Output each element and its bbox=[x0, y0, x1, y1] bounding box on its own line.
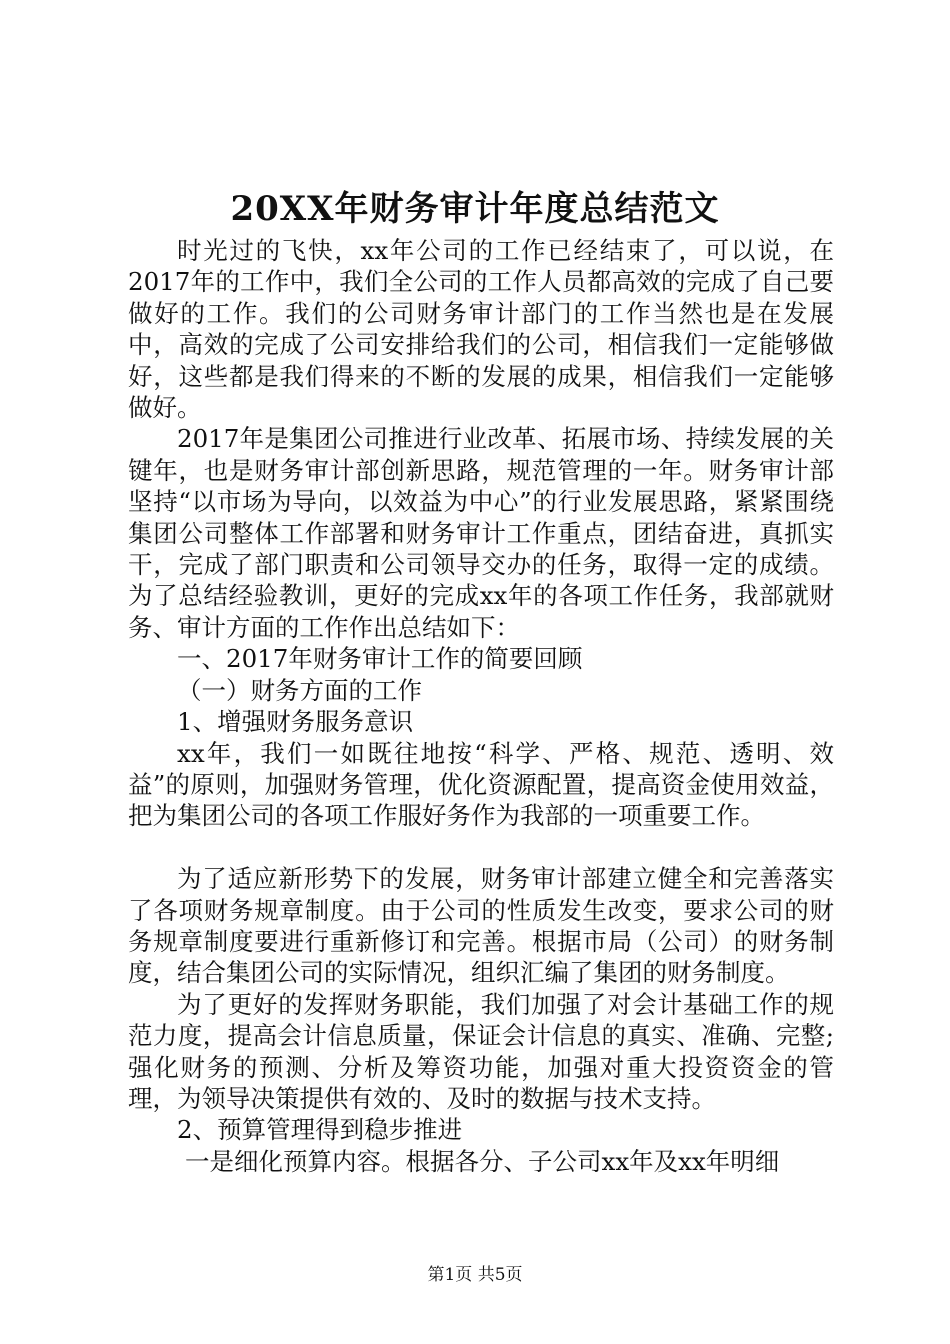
paragraph-budget: 一是细化预算内容。根据各分、子公司xx年及xx年明细 bbox=[185, 1146, 780, 1176]
blank-line bbox=[128, 832, 834, 863]
subsection-heading-finance: （一）财务方面的工作 bbox=[177, 675, 422, 705]
item-heading-budget: 2、预算管理得到稳步推进 bbox=[177, 1115, 463, 1145]
paragraph-accounting: 为了更好的发挥财务职能，我们加强了对会计基础工作的规范力度，提高会计信息质量，保证会计信息的真实、准确、完整;强化财务的预测、分析及筹资功能，加强对重大投资资金的管理，为领导决策提供有效的、及时的数据与技术支持。 bbox=[128, 989, 834, 1113]
paragraph-service: xx年，我们一如既往地按“科学、严格、规范、透明、效益”的原则，加强财务管理，优化资源配置，提高资金使用效益，把为集团公司的各项工作服好务作为我部的一项重要工作。 bbox=[128, 738, 834, 831]
section-heading-review: 一、2017年财务审计工作的简要回顾 bbox=[177, 644, 583, 674]
paragraph-intro: 时光过的飞快，xx年公司的工作已经结束了，可以说，在2017年的工作中，我们全公司的工作人员都高效的完成了自己要做好的工作。我们的公司财务审计部门的工作当然也是在发展中，高效的完成了公司安排给我们的公司，相信我们一定能够做好，这些都是我们得来的不断的发展的成果，相信我们一定能够做好。 bbox=[128, 236, 834, 423]
document-body bbox=[128, 235, 834, 1177]
page-number: 第1页 共5页 bbox=[427, 1265, 523, 1285]
paragraph-overview: 2017年是集团公司推进行业改革、拓展市场、持续发展的关键年，也是财务审计部创新思路，规范管理的一年。财务审计部坚持“以市场为导向，以效益为中心”的行业发展思路，紧紧围绕集团公司整体工作部署和财务审计工作重点，团结奋进，真抓实干，完成了部门职责和公司领导交办的任务，取得一定的成绩。为了总结经验教训，更好的完成xx年的各项工作任务，我部就财务、审计方面的工作作出总结如下： bbox=[128, 424, 834, 642]
paragraph-regulations: 为了适应新形势下的发展，财务审计部建立健全和完善落实了各项财务规章制度。由于公司的性质发生改变，要求公司的财务规章制度要进行重新修订和完善。根据市局（公司）的财务制度，结合集团公司的实际情况，组织汇编了集团的财务制度。 bbox=[128, 864, 834, 988]
item-heading-service: 1、增强财务服务意识 bbox=[177, 707, 414, 737]
document-title: 20XX年财务审计年度总结范文 bbox=[230, 189, 720, 229]
